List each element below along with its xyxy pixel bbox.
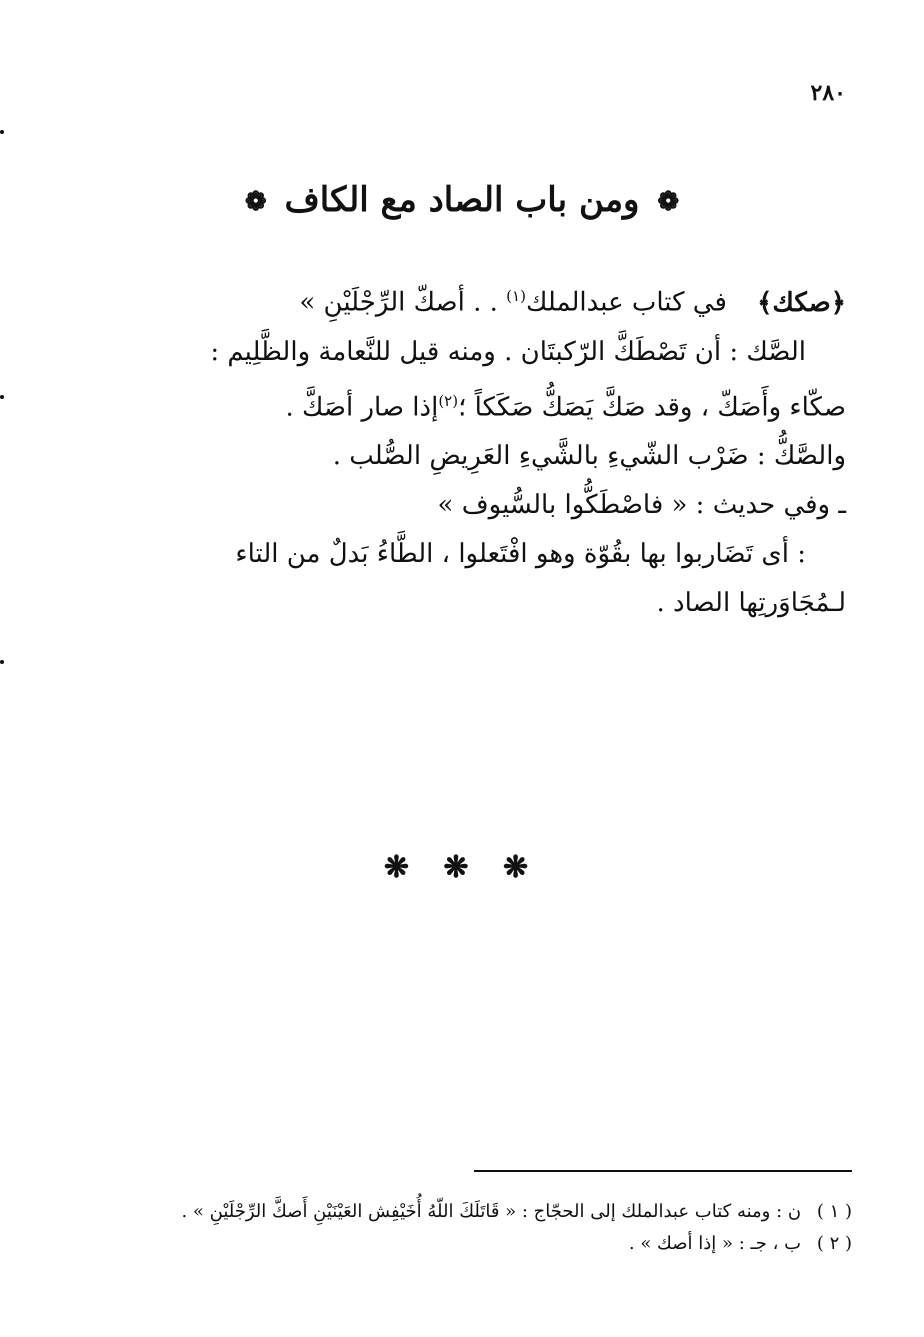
chapter-title-text: ومن باب الصاد مع الكاف	[284, 180, 640, 220]
entry-line-1	[86, 272, 846, 328]
entry-line-text: في كتاب عبدالملك	[525, 287, 727, 318]
page-number: ٢٨٠	[810, 80, 846, 106]
footnotes	[72, 1196, 852, 1260]
entry-line-text: والصَّكُّ : ضَرْب الشّيءِ بالشَّيءِ العَرِيضِ الصُّلب .	[332, 441, 846, 472]
chapter-title	[0, 180, 924, 220]
footnote-divider	[474, 1170, 852, 1172]
footnote-1	[72, 1196, 852, 1228]
entry-line-text: ـ وفي حديث : « فاصْطَكُّوا بالسُّيوف »	[437, 490, 846, 521]
scan-edge-mark	[0, 395, 4, 399]
entry-line-2	[86, 328, 846, 377]
entry-line-text: الصَّك : أن تَصْطَكَّ الرّكبتَان . ومنه قيل للنَّعامة والظَّلِيم :	[210, 336, 806, 367]
entry-line-text-after: . . أصكّ الرِّجْلَيْنِ »	[299, 287, 507, 318]
entry-line-6	[86, 530, 846, 579]
footnote-marker-1: (١)	[506, 287, 526, 305]
entry-line-text: : أى تَضَاربوا بها بقُوّة وهو افْتَعلوا ، الطَّاءُ بَدلٌ من التاء	[235, 539, 806, 570]
entry-line-3	[86, 377, 846, 433]
footnote-number: ( ١ )	[816, 1201, 852, 1222]
footnote-marker-2: (٢)	[438, 391, 459, 410]
footnote-2	[72, 1228, 852, 1260]
entry-line-text: لـمُجَاوَرتِها الصاد .	[656, 588, 846, 619]
scan-edge-mark	[0, 130, 4, 134]
section-break-stars: ❋ ❋ ❋	[383, 850, 541, 885]
entry-line-text-after: إذا صار أصَكَّ .	[285, 392, 439, 423]
scan-edge-mark	[0, 660, 4, 664]
footnote-text: ن : ومنه كتاب عبدالملك إلى الحجّاج : « قَاتَلَكَ اللّهُ أُخَيْفِش العَيْنَيْنِ أَصكَّ الرِّجْلَيْنِ » .	[181, 1201, 802, 1222]
entry-line-text: صكّاء وأَصَكّ ، وقد صَكَّ يَصَكُّ صَكَكاً ؛	[458, 392, 846, 423]
footnote-text: ب ، جـ : « إذا أصك » .	[628, 1233, 802, 1254]
ornament-right-icon: ❁	[657, 187, 680, 217]
entry-body	[86, 272, 846, 628]
entry-line-7	[86, 579, 846, 628]
entry-headword: ﴿صكك﴾	[757, 287, 846, 318]
entry-line-5	[86, 481, 846, 530]
footnote-number: ( ٢ )	[816, 1233, 852, 1254]
entry-line-4	[86, 432, 846, 481]
ornament-left-icon: ❁	[244, 187, 267, 217]
